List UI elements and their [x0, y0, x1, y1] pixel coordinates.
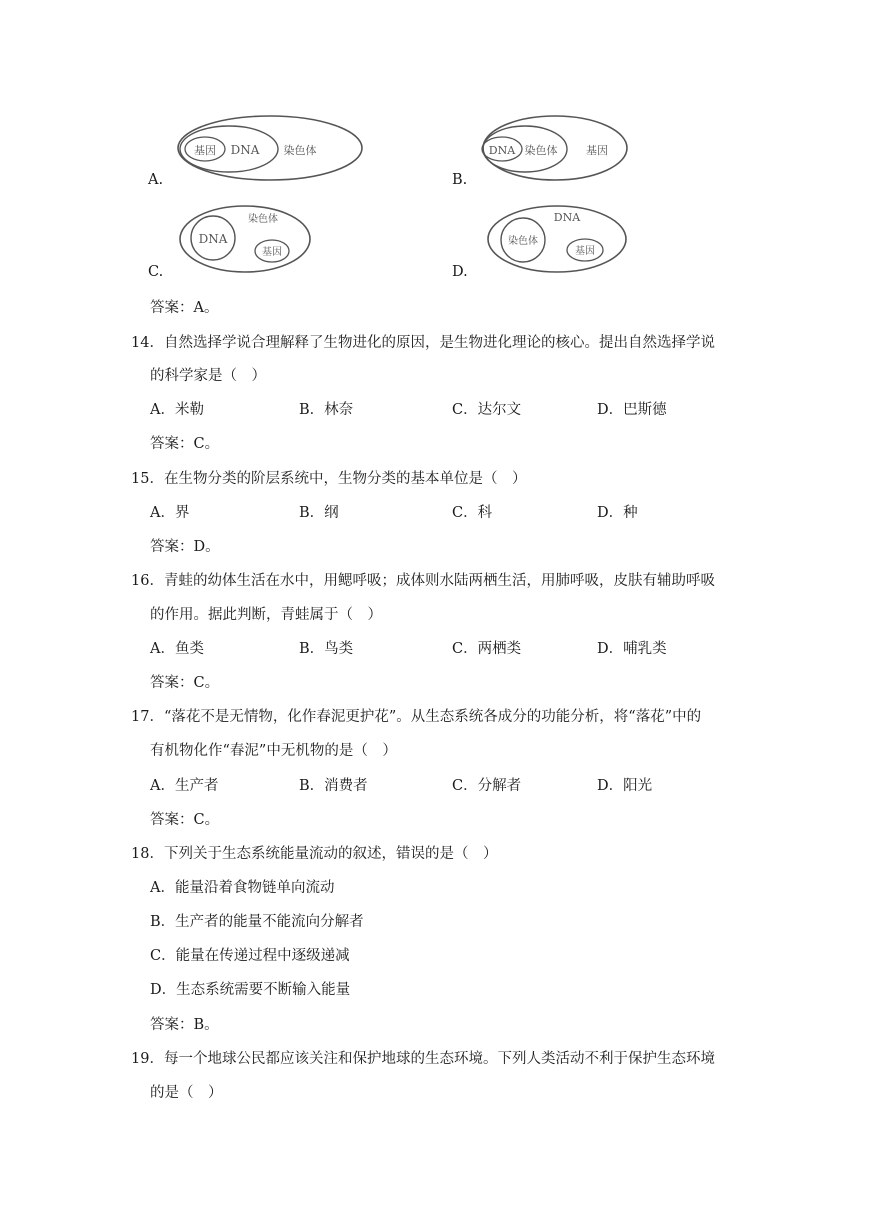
- figure-option-b: [452, 112, 752, 192]
- question-18-line1: [131, 842, 497, 863]
- option-label-a: A.: [148, 172, 164, 188]
- option-label-d: D.: [452, 264, 468, 280]
- question-number: 18．: [131, 846, 164, 862]
- option-d: D．种: [597, 505, 638, 521]
- diagram-c: [175, 202, 375, 276]
- label-circle-2: 基因: [575, 246, 595, 257]
- figure-option-d: [452, 202, 752, 282]
- option-c: C．分解者: [452, 778, 522, 794]
- question-text: 青蛙的幼体生活在水中，用鳃呼吸；成体则水陆两栖生活，用肺呼吸，皮肤有辅助呼吸: [163, 573, 715, 589]
- diagram-a: [175, 112, 375, 182]
- question-15-line1: [131, 467, 526, 488]
- question-14-line1: [131, 331, 715, 352]
- diagram-b: [477, 112, 677, 182]
- figure-option-a: [148, 112, 448, 192]
- question-17-line1: [131, 705, 701, 726]
- label-outer: 染色体: [283, 144, 317, 157]
- option-b: B．鸟类: [299, 641, 354, 657]
- option-d: D．生态系统需要不断输入能量: [150, 982, 351, 998]
- answer-q15: 答案：D。: [150, 539, 220, 555]
- question-number: 15．: [131, 471, 164, 487]
- question-text: 自然选择学说合理解释了生物进化的原因，是生物进化理论的核心。提出自然选择学说: [163, 335, 715, 351]
- answer-q14: 答案：C。: [150, 436, 220, 452]
- question-16-line2: 的作用。据此判断，青蛙属于（ ）: [150, 607, 382, 623]
- label-outer: DNA: [553, 211, 581, 224]
- option-c: C．两栖类: [452, 641, 522, 657]
- option-c: C．科: [452, 505, 493, 521]
- option-a: A．生产者: [150, 778, 219, 794]
- question-number: 17．: [131, 709, 164, 725]
- question-16-line1: [131, 569, 715, 590]
- label-outer: 基因: [586, 144, 608, 157]
- question-19-line1: [131, 1047, 715, 1068]
- question-19-line2: 的是（ ）: [150, 1085, 223, 1101]
- label-circle-1: 染色体: [508, 236, 538, 247]
- diagram-d: [477, 202, 677, 276]
- option-a: A．能量沿着食物链单向流动: [150, 880, 335, 896]
- option-c: C．能量在传递过程中逐级递减: [150, 948, 350, 964]
- option-a: A．鱼类: [150, 641, 204, 657]
- option-b: B．林奈: [299, 402, 354, 418]
- question-text: “落花不是无情物，化作春泥更护花”。从生态系统各成分的功能分析，将“落花”中的: [163, 709, 702, 725]
- label-inner: 基因: [194, 144, 216, 157]
- question-14-line2: 的科学家是（ ）: [150, 368, 266, 384]
- label-circle-2: 基因: [262, 247, 282, 258]
- option-b: B．消费者: [299, 778, 368, 794]
- figure-option-c: [148, 202, 448, 282]
- question-17-line2: 有机物化作“春泥”中无机物的是（ ）: [150, 743, 397, 759]
- option-a: A．米勒: [150, 402, 204, 418]
- option-label-c: C.: [148, 264, 164, 280]
- answer-q13: 答案：A。: [150, 300, 219, 316]
- option-d: D．巴斯德: [597, 402, 667, 418]
- answer-q16: 答案：C。: [150, 675, 220, 691]
- answer-q18: 答案：B。: [150, 1017, 219, 1033]
- option-b: B．纲: [299, 505, 339, 521]
- option-label-b: B.: [452, 172, 468, 188]
- label-middle: DNA: [230, 143, 260, 157]
- option-a: A．界: [150, 505, 190, 521]
- question-number: 14．: [131, 335, 164, 351]
- question-number: 19．: [131, 1051, 164, 1067]
- label-outer: 染色体: [248, 214, 278, 225]
- question-number: 16．: [131, 573, 164, 589]
- question-text: 每一个地球公民都应该关注和保护地球的生态环境。下列人类活动不利于保护生态环境: [163, 1051, 715, 1067]
- option-b: B．生产者的能量不能流向分解者: [150, 914, 364, 930]
- label-circle-1: DNA: [198, 232, 228, 246]
- question-text: 下列关于生态系统能量流动的叙述，错误的是（ ）: [163, 846, 498, 862]
- answer-q17: 答案：C。: [150, 812, 220, 828]
- option-c: C．达尔文: [452, 402, 522, 418]
- option-d: D．阳光: [597, 778, 653, 794]
- label-inner: DNA: [488, 144, 516, 157]
- label-middle: 染色体: [524, 144, 558, 157]
- option-d: D．哺乳类: [597, 641, 667, 657]
- question-text: 在生物分类的阶层系统中，生物分类的基本单位是（ ）: [163, 471, 527, 487]
